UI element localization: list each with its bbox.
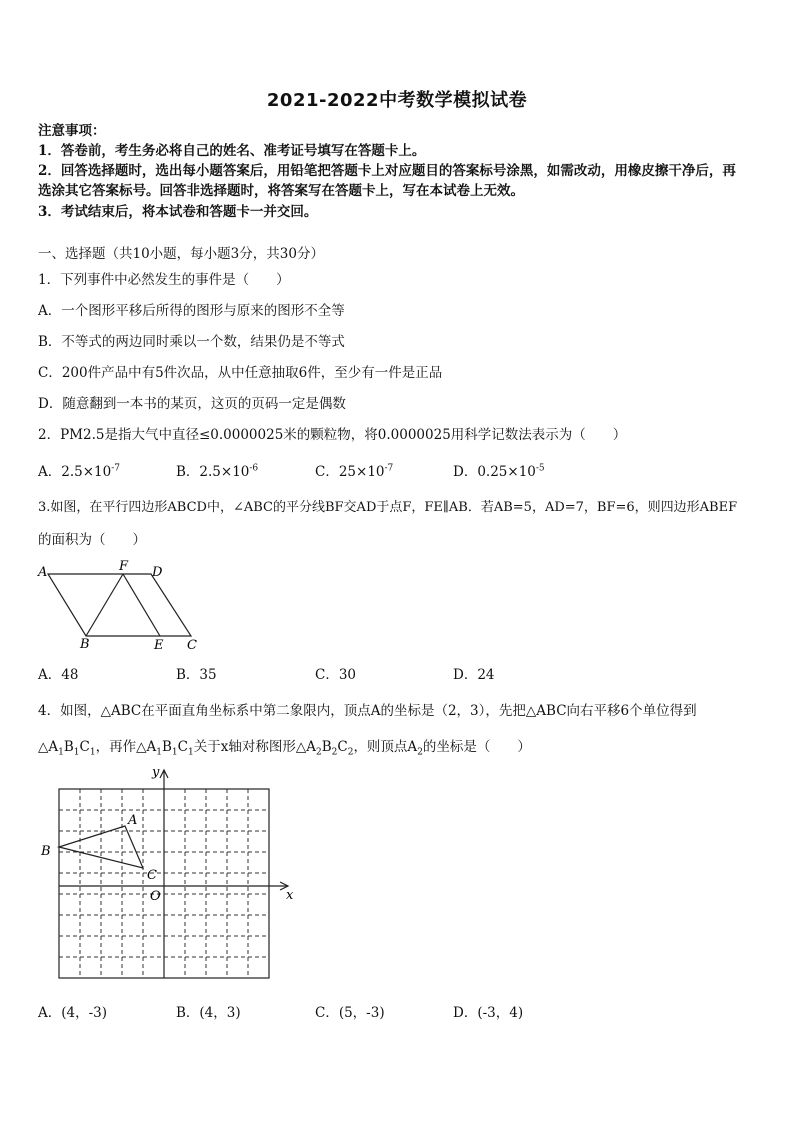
parallelogram-figure bbox=[36, 558, 202, 652]
section-heading: 一、选择题（共10小题，每小题3分，共30分） bbox=[38, 246, 324, 262]
label-f: F bbox=[119, 559, 129, 574]
q1-option-b: B．不等式的两边同时乘以一个数，结果仍是不等式 bbox=[38, 334, 345, 350]
q1-option-d: D．随意翻到一本书的某页，这页的页码一定是偶数 bbox=[38, 396, 346, 412]
notice-item: 3．考试结束后，将本试卷和答题卡一并交回。 bbox=[38, 204, 318, 220]
notice-item: 1．答卷前，考生务必将自己的姓名、准考证号填写在答题卡上。 bbox=[38, 143, 426, 159]
label-b: B bbox=[80, 637, 90, 652]
label-b: B bbox=[41, 844, 51, 859]
label-c: C bbox=[187, 638, 197, 652]
page-title: 2021-2022中考数学模拟试卷 bbox=[266, 90, 528, 111]
notice-item: 选涂其它答案标号。回答非选择题时，将答案写在答题卡上，写在本试卷上无效。 bbox=[38, 183, 524, 199]
label-a: A bbox=[128, 813, 138, 828]
q1-option-a: A．一个图形平移后所得的图形与原来的图形不全等 bbox=[38, 303, 345, 319]
label-d: D bbox=[152, 565, 163, 580]
q2-option-a: A．$2.5\times 10^{-7}$ bbox=[38, 463, 120, 480]
q4-option-a: A．(4，-3) bbox=[38, 1005, 108, 1021]
label-y-axis: y bbox=[152, 765, 160, 780]
notice-item: 2．回答选择题时，选出每小题答案后，用铅笔把答题卡上对应题目的答案标号涂黑，如需改动，用橡皮擦干净后，再 bbox=[38, 163, 736, 179]
q3-option-d: D．24 bbox=[453, 667, 495, 683]
q3-option-c: C．30 bbox=[315, 667, 357, 683]
label-c: C bbox=[147, 868, 157, 883]
label-e: E bbox=[154, 638, 164, 652]
question-4-stem: 4．如图，△ABC在平面直角坐标系中第二象限内，顶点A的坐标是（2，3），先把△ABC向右平移6个单位得到 bbox=[38, 703, 697, 719]
question-4-stem-cont: $\triangle A_1B_1C_1$，再作$\triangle A_1B_1C_1$关于x轴对称图形$\triangle A_2B_2C_2$，则顶点$A_2$的坐标是（ ） bbox=[38, 739, 531, 758]
question-3-stem: 3.如图，在平行四边形ABCD中，∠ABC的平分线BF交AD于点F，FE∥AB．若AB=5，AD=7，BF=6，则四边形ABEF bbox=[38, 500, 738, 515]
q1-option-c: C．200件产品中有5件次品，从中任意抽取6件，至少有一件是正品 bbox=[38, 365, 443, 381]
question-1-stem: 1．下列事件中必然发生的事件是（ ） bbox=[38, 272, 290, 288]
question-2-stem: 2．PM2.5是指大气中直径≤0.0000025米的颗粒物，将0.0000025用科学记数法表示为（ ） bbox=[38, 427, 627, 443]
q4-option-c: C．(5，-3) bbox=[315, 1005, 385, 1021]
label-origin: O bbox=[150, 889, 161, 904]
question-3-stem-cont: 的面积为（ ） bbox=[38, 532, 146, 548]
q2-option-c: C．$25\times 10^{-7}$ bbox=[315, 463, 394, 480]
q3-option-a: A．48 bbox=[38, 667, 79, 683]
q4-option-b: B．(4，3) bbox=[176, 1005, 241, 1021]
q3-option-b: B．35 bbox=[176, 667, 217, 683]
notice-heading: 注意事项： bbox=[38, 123, 106, 139]
q2-option-d: D．$0.25\times 10^{-5}$ bbox=[453, 463, 545, 480]
coordinate-grid-figure bbox=[36, 760, 298, 990]
label-x-axis: x bbox=[286, 888, 294, 903]
label-a: A bbox=[38, 565, 48, 580]
q4-option-d: D．(-3，4) bbox=[453, 1005, 524, 1021]
q2-option-b: B．$2.5\times 10^{-6}$ bbox=[176, 463, 259, 480]
